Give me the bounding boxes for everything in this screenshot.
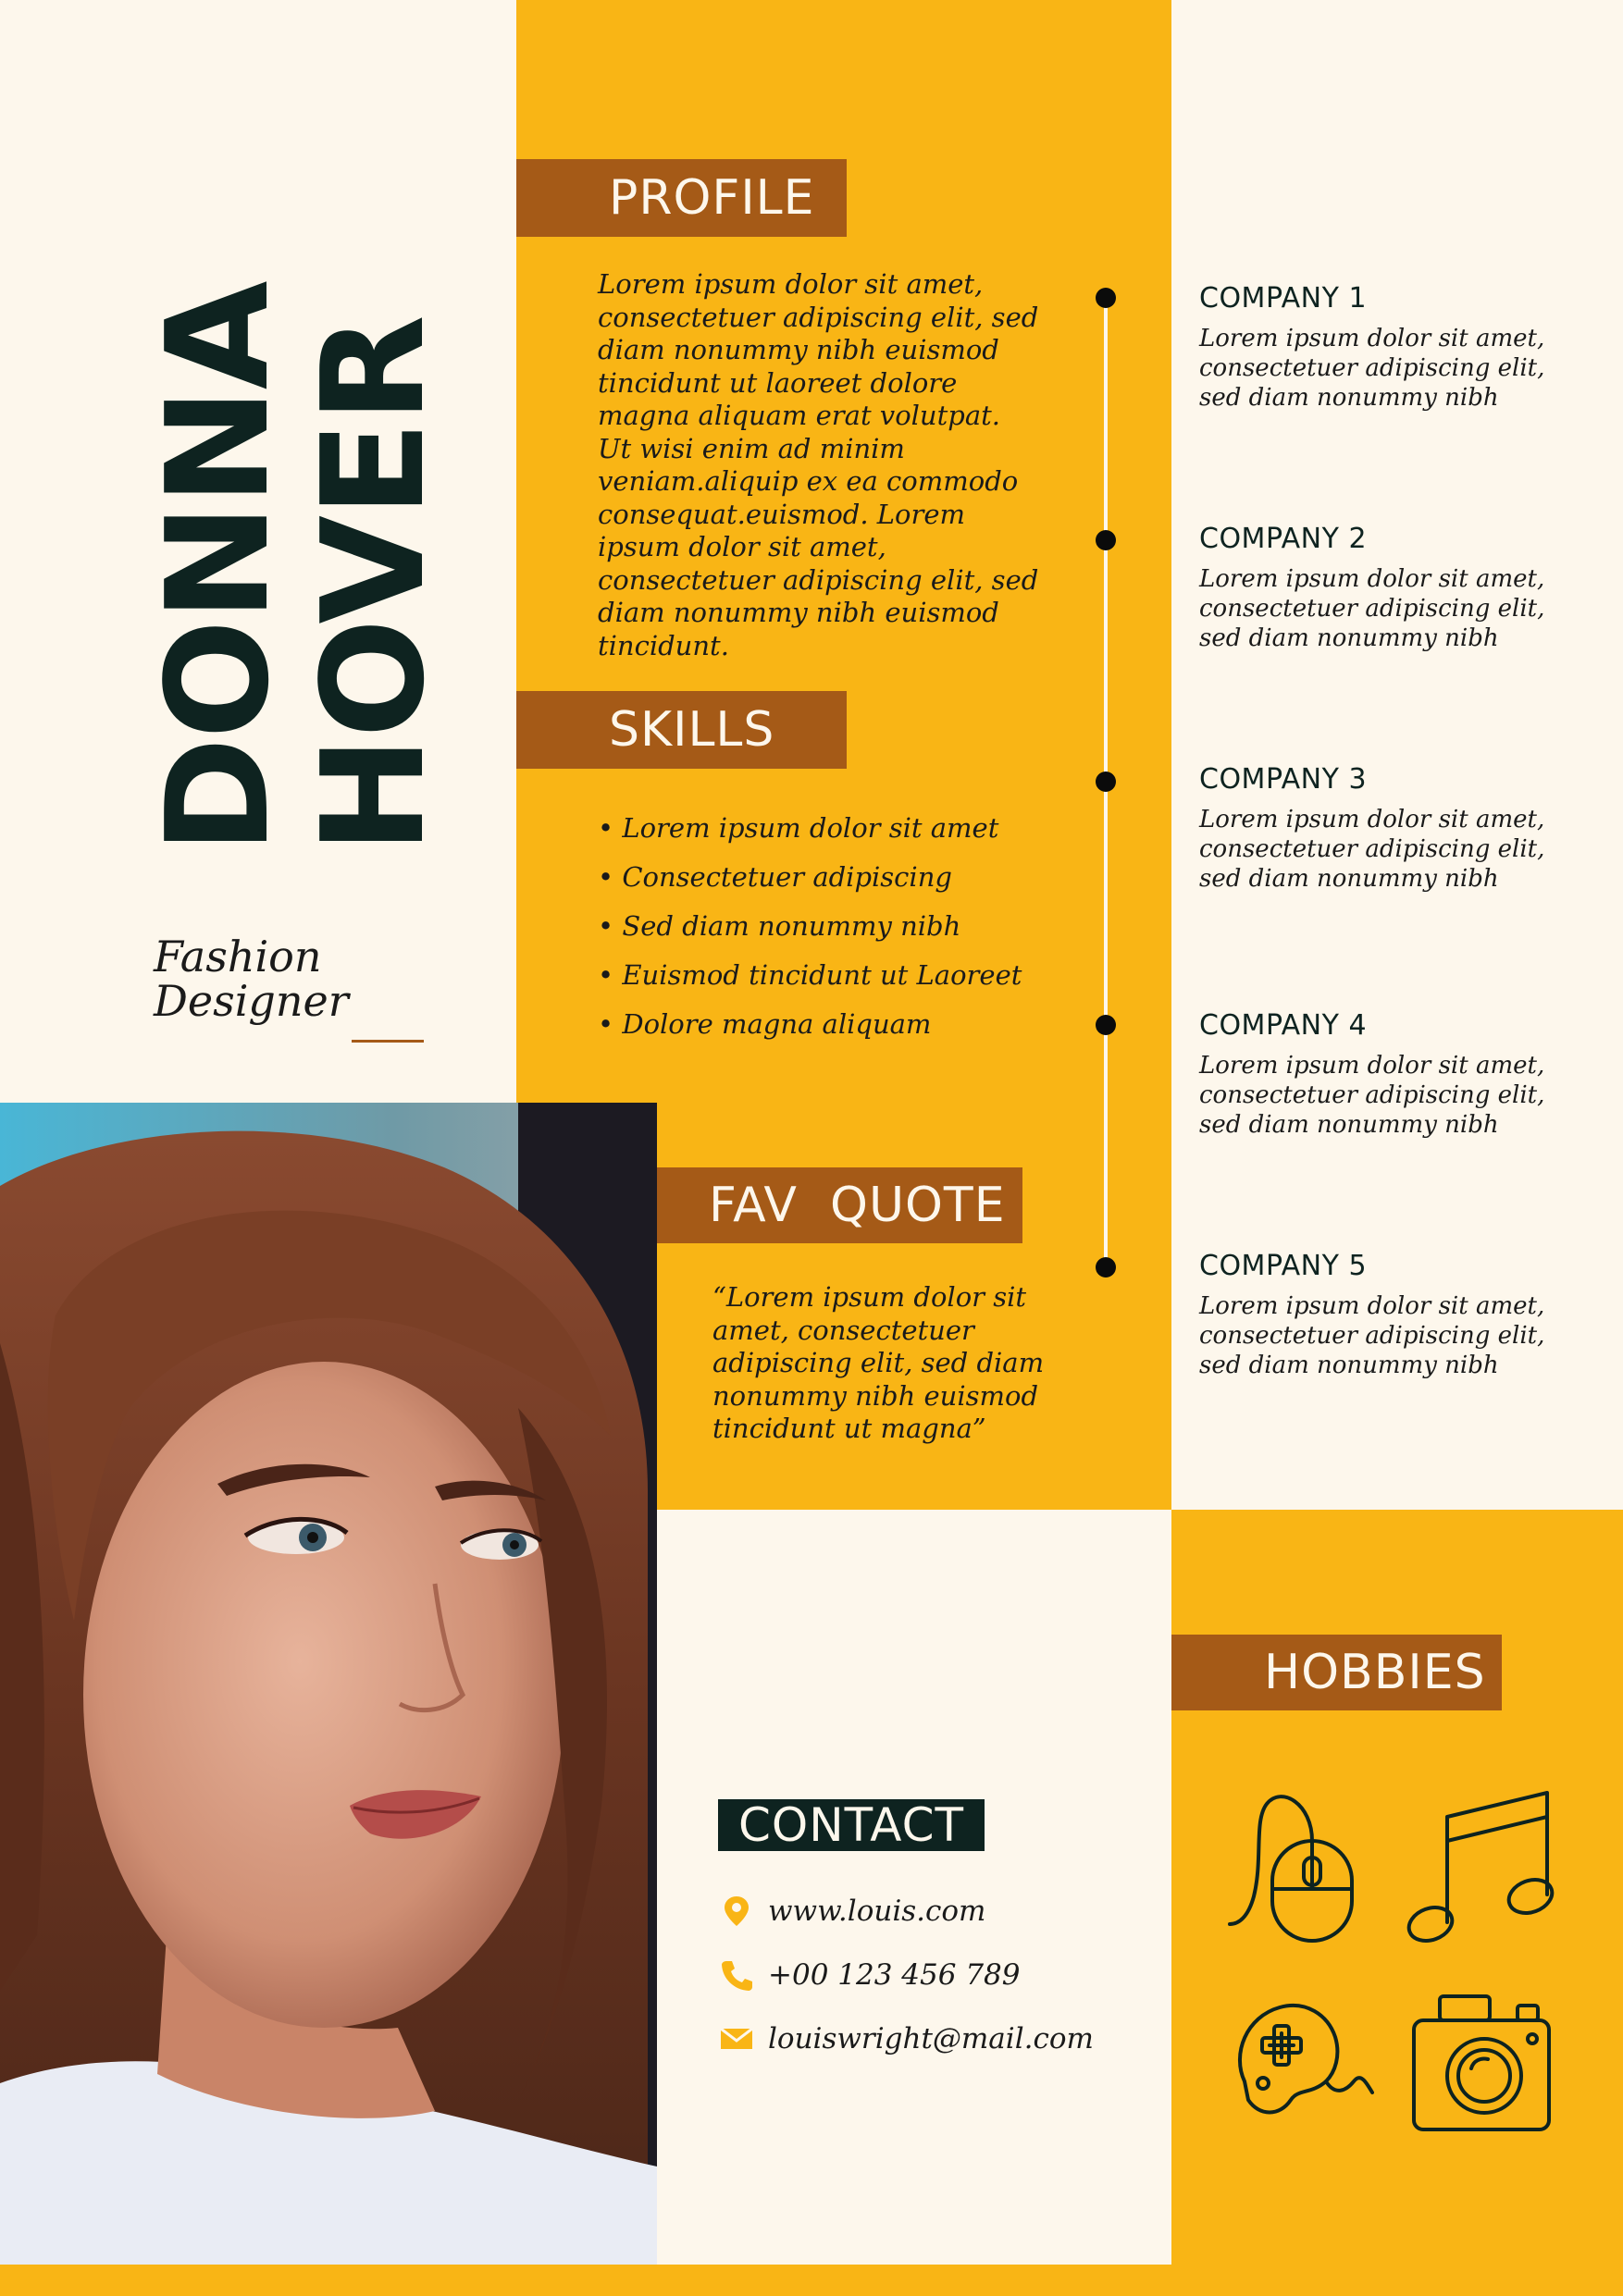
skill-item: • Consectetuer adipiscing [598,861,952,893]
company-desc: Lorem ipsum dolor sit amet, consectetuer adipiscing elit, sed diam nonummy nibh [1199,325,1545,412]
skill-item: • Dolore magna aliquam [598,1008,932,1040]
envelope-icon [718,2020,755,2057]
location-pin-icon [718,1893,755,1930]
music-note-icon [1406,1785,1555,1952]
timeline-dot [1096,288,1116,308]
contact-website[interactable]: www.louis.com [768,1895,986,1928]
profile-text: Lorem ipsum dolor sit amet, consectetuer adipiscing elit, sed diam nonummy nibh euismod tincidunt ut laoreet dolore magna aliquam erat volutpat. Ut wisi enim ad minim veniam.aliquip ex ea commodo consequat.euismod. Lorem ipsum dolor sit amet, consectetuer adipiscing elit, sed diam nonummy nibh euismod tincidunt. [598,268,1039,661]
company-desc: Lorem ipsum dolor sit amet, consectetuer adipiscing elit, sed diam nonummy nibh [1199,565,1545,652]
skills-heading: SKILLS [516,691,847,769]
name-block [136,282,455,865]
profile-heading: PROFILE [516,159,847,237]
game-controller-icon [1226,1980,1374,2146]
quote-heading: FAV QUOTE [657,1167,1022,1243]
company-title: COMPANY 2 [1199,523,1368,555]
first-name: DONNA [136,282,300,854]
contact-phone[interactable]: +00 123 456 789 [768,1958,1021,1992]
skill-item: • Sed diam nonummy nibh [598,910,961,942]
timeline-dot [1096,530,1116,550]
company-title: COMPANY 3 [1199,763,1368,796]
job-title-line-2: Designer [154,976,349,1026]
company-title: COMPANY 1 [1199,282,1368,315]
contact-email[interactable]: louiswright@mail.com [768,2022,1094,2055]
title-underline [352,1040,424,1043]
last-name: HOVER [291,316,455,854]
bottom-yellow-strip [0,2265,1623,2296]
job-title-line-1: Fashion [154,932,322,981]
contact-phone-row[interactable] [718,1957,1021,1994]
company-title: COMPANY 5 [1199,1250,1368,1282]
contact-email-row[interactable] [718,2020,1094,2057]
timeline-dot [1096,1015,1116,1035]
hobbies-heading: HOBBIES [1171,1635,1502,1710]
company-desc: Lorem ipsum dolor sit amet, consectetuer adipiscing elit, sed diam nonummy nibh [1199,806,1545,893]
company-desc: Lorem ipsum dolor sit amet, consectetuer adipiscing elit, sed diam nonummy nibh [1199,1292,1545,1379]
contact-heading: CONTACT [718,1799,985,1851]
contact-website-row[interactable] [718,1893,985,1930]
camera-icon [1406,1980,1555,2146]
timeline-dot [1096,772,1116,792]
phone-icon [718,1957,755,1994]
timeline-dot [1096,1257,1116,1278]
company-title: COMPANY 4 [1199,1009,1368,1042]
company-desc: Lorem ipsum dolor sit amet, consectetuer adipiscing elit, sed diam nonummy nibh [1199,1052,1545,1139]
profile-photo [0,1103,657,2265]
skill-item: • Euismod tincidunt ut Laoreet [598,959,1022,991]
computer-mouse-icon [1226,1785,1374,1952]
job-title [154,932,349,1026]
quote-text: “Lorem ipsum dolor sit amet, consectetuer adipiscing elit, sed diam nonummy nibh euismod tincidunt ut magna” [712,1281,1045,1444]
skill-item: • Lorem ipsum dolor sit amet [598,812,999,844]
